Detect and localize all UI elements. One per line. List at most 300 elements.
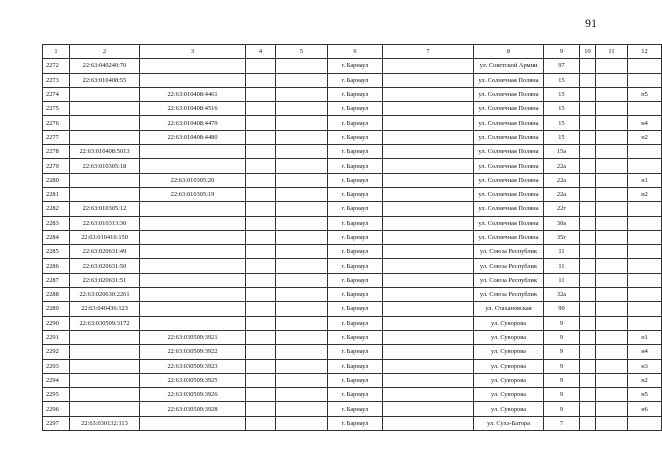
- house-number-cell: 9: [544, 330, 580, 344]
- cadastral-number-cell: [70, 402, 140, 416]
- empty-cell: [596, 116, 628, 130]
- cadastral-number-cell: 22:63:010408:55: [70, 73, 140, 87]
- city-cell: г. Барнаул: [328, 259, 383, 273]
- empty-cell: [246, 87, 276, 101]
- cadastral-number-cell: 22:63:010408:5013: [70, 145, 140, 159]
- sub-cadastral-number-cell: [140, 259, 246, 273]
- empty-cell: [246, 245, 276, 259]
- empty-cell: [383, 245, 474, 259]
- sub-cadastral-number-cell: [140, 73, 246, 87]
- empty-cell: [383, 130, 474, 144]
- house-number-cell: 90: [544, 302, 580, 316]
- street-cell: ул. Солнечная Поляна: [474, 230, 544, 244]
- city-cell: г. Барнаул: [328, 388, 383, 402]
- premises-cell: н4: [628, 345, 662, 359]
- empty-cell: [276, 302, 328, 316]
- header-row: [43, 45, 662, 59]
- row-number-cell: 2274: [43, 87, 70, 101]
- sub-cadastral-number-cell: 22:63:010408:4516: [140, 102, 246, 116]
- empty-cell: [276, 102, 328, 116]
- empty-cell: [246, 273, 276, 287]
- street-cell: ул. Суворова: [474, 330, 544, 344]
- table-row: [43, 259, 662, 273]
- table-row: [43, 116, 662, 130]
- sub-cadastral-number-cell: [140, 145, 246, 159]
- empty-cell: [596, 273, 628, 287]
- cadastral-number-cell: [70, 345, 140, 359]
- empty-cell: [276, 216, 328, 230]
- table-row: [43, 159, 662, 173]
- empty-cell: [383, 116, 474, 130]
- empty-cell: [580, 330, 596, 344]
- empty-cell: [246, 259, 276, 273]
- premises-cell: н1: [628, 173, 662, 187]
- empty-cell: [383, 416, 474, 430]
- premises-cell: н3: [628, 359, 662, 373]
- empty-cell: [580, 302, 596, 316]
- house-number-cell: 15: [544, 87, 580, 101]
- table-row: [43, 145, 662, 159]
- street-cell: ул. Солнечная Поляна: [474, 87, 544, 101]
- empty-cell: [580, 59, 596, 73]
- empty-cell: [276, 59, 328, 73]
- empty-cell: [383, 345, 474, 359]
- city-cell: г. Барнаул: [328, 159, 383, 173]
- empty-cell: [246, 130, 276, 144]
- empty-cell: [246, 288, 276, 302]
- empty-cell: [246, 402, 276, 416]
- city-cell: г. Барнаул: [328, 73, 383, 87]
- empty-cell: [596, 302, 628, 316]
- empty-cell: [580, 159, 596, 173]
- sub-cadastral-number-cell: 22:63:030509:3926: [140, 388, 246, 402]
- empty-cell: [383, 59, 474, 73]
- city-cell: г. Барнаул: [328, 273, 383, 287]
- street-cell: ул. Союза Республик: [474, 288, 544, 302]
- empty-cell: [246, 316, 276, 330]
- empty-cell: [246, 416, 276, 430]
- col-header: 1: [43, 45, 70, 59]
- col-header: 5: [276, 45, 328, 59]
- sub-cadastral-number-cell: [140, 302, 246, 316]
- cadastral-number-cell: 22:63:010305:12: [70, 202, 140, 216]
- sub-cadastral-number-cell: 22:63:010408:4480: [140, 130, 246, 144]
- house-number-cell: 15а: [544, 145, 580, 159]
- empty-cell: [596, 402, 628, 416]
- sub-cadastral-number-cell: [140, 416, 246, 430]
- sub-cadastral-number-cell: [140, 202, 246, 216]
- house-number-cell: 11: [544, 245, 580, 259]
- empty-cell: [276, 416, 328, 430]
- empty-cell: [276, 116, 328, 130]
- empty-cell: [383, 288, 474, 302]
- empty-cell: [596, 202, 628, 216]
- street-cell: ул. Суворова: [474, 345, 544, 359]
- city-cell: г. Барнаул: [328, 330, 383, 344]
- city-cell: г. Барнаул: [328, 345, 383, 359]
- empty-cell: [246, 373, 276, 387]
- row-number-cell: 2290: [43, 316, 70, 330]
- city-cell: г. Барнаул: [328, 316, 383, 330]
- empty-cell: [383, 302, 474, 316]
- street-cell: ул. Союза Республик: [474, 273, 544, 287]
- row-number-cell: 2277: [43, 130, 70, 144]
- house-number-cell: 22а: [544, 173, 580, 187]
- empty-cell: [276, 402, 328, 416]
- street-cell: ул. Суворова: [474, 388, 544, 402]
- empty-cell: [276, 87, 328, 101]
- empty-cell: [383, 159, 474, 173]
- premises-cell: [628, 288, 662, 302]
- row-number-cell: 2278: [43, 145, 70, 159]
- empty-cell: [246, 187, 276, 201]
- empty-cell: [596, 130, 628, 144]
- table-row: [43, 102, 662, 116]
- empty-cell: [596, 73, 628, 87]
- empty-cell: [383, 202, 474, 216]
- sub-cadastral-number-cell: 22:63:030509:3921: [140, 330, 246, 344]
- empty-cell: [383, 173, 474, 187]
- premises-cell: [628, 59, 662, 73]
- street-cell: ул. Солнечная Поляна: [474, 102, 544, 116]
- empty-cell: [276, 173, 328, 187]
- premises-cell: [628, 230, 662, 244]
- cadastral-number-cell: 22:63:020630:2261: [70, 288, 140, 302]
- empty-cell: [383, 216, 474, 230]
- empty-cell: [580, 216, 596, 230]
- col-header: 12: [628, 45, 662, 59]
- house-number-cell: 32а: [544, 288, 580, 302]
- row-number-cell: 2297: [43, 416, 70, 430]
- col-header: 2: [70, 45, 140, 59]
- empty-cell: [276, 345, 328, 359]
- empty-cell: [276, 388, 328, 402]
- table-row: [43, 330, 662, 344]
- row-number-cell: 2280: [43, 173, 70, 187]
- sub-cadastral-number-cell: [140, 316, 246, 330]
- empty-cell: [580, 87, 596, 101]
- street-cell: ул. Солнечная Поляна: [474, 173, 544, 187]
- cadastral-number-cell: 22:63:010313:30: [70, 216, 140, 230]
- premises-cell: [628, 202, 662, 216]
- empty-cell: [596, 145, 628, 159]
- table-row: [43, 345, 662, 359]
- premises-cell: [628, 73, 662, 87]
- empty-cell: [580, 345, 596, 359]
- city-cell: г. Барнаул: [328, 373, 383, 387]
- street-cell: ул. Солнечная Поляна: [474, 116, 544, 130]
- street-cell: ул. Союза Республик: [474, 259, 544, 273]
- sub-cadastral-number-cell: 22:63:030509:3928: [140, 402, 246, 416]
- table-row: [43, 245, 662, 259]
- table-row: [43, 59, 662, 73]
- street-cell: ул. Солнечная Поляна: [474, 202, 544, 216]
- cadastral-number-cell: 22:63:020631:49: [70, 245, 140, 259]
- street-cell: ул. Суворова: [474, 359, 544, 373]
- row-number-cell: 2292: [43, 345, 70, 359]
- empty-cell: [580, 402, 596, 416]
- empty-cell: [276, 202, 328, 216]
- street-cell: ул. Солнечная Поляна: [474, 145, 544, 159]
- empty-cell: [596, 345, 628, 359]
- table-row: [43, 402, 662, 416]
- premises-cell: н2: [628, 373, 662, 387]
- empty-cell: [383, 145, 474, 159]
- premises-cell: [628, 159, 662, 173]
- register-table: [42, 44, 662, 431]
- empty-cell: [276, 73, 328, 87]
- city-cell: г. Барнаул: [328, 245, 383, 259]
- street-cell: ул. Солнечная Поляна: [474, 216, 544, 230]
- table-body: [43, 59, 662, 431]
- street-cell: ул. Солнечная Поляна: [474, 187, 544, 201]
- empty-cell: [246, 230, 276, 244]
- cadastral-number-cell: 22:63:040436:123: [70, 302, 140, 316]
- empty-cell: [383, 102, 474, 116]
- cadastral-number-cell: [70, 359, 140, 373]
- empty-cell: [246, 145, 276, 159]
- city-cell: г. Барнаул: [328, 59, 383, 73]
- city-cell: г. Барнаул: [328, 116, 383, 130]
- house-number-cell: 11: [544, 273, 580, 287]
- sub-cadastral-number-cell: 22:63:010305:19: [140, 187, 246, 201]
- empty-cell: [580, 273, 596, 287]
- empty-cell: [580, 259, 596, 273]
- empty-cell: [276, 273, 328, 287]
- cadastral-number-cell: [70, 87, 140, 101]
- col-header: 4: [246, 45, 276, 59]
- empty-cell: [383, 330, 474, 344]
- empty-cell: [580, 316, 596, 330]
- house-number-cell: 30а: [544, 216, 580, 230]
- cadastral-number-cell: [70, 116, 140, 130]
- empty-cell: [383, 273, 474, 287]
- empty-cell: [580, 416, 596, 430]
- row-number-cell: 2281: [43, 187, 70, 201]
- row-number-cell: 2296: [43, 402, 70, 416]
- city-cell: г. Барнаул: [328, 216, 383, 230]
- house-number-cell: 22а: [544, 159, 580, 173]
- empty-cell: [596, 373, 628, 387]
- row-number-cell: 2272: [43, 59, 70, 73]
- sub-cadastral-number-cell: 22:63:010408:4479: [140, 116, 246, 130]
- premises-cell: [628, 259, 662, 273]
- page-number: 91: [585, 16, 597, 30]
- street-cell: ул. Сухэ-Батора: [474, 416, 544, 430]
- empty-cell: [596, 216, 628, 230]
- empty-cell: [246, 159, 276, 173]
- empty-cell: [383, 259, 474, 273]
- house-number-cell: 9: [544, 402, 580, 416]
- col-header: 9: [544, 45, 580, 59]
- house-number-cell: 11: [544, 259, 580, 273]
- empty-cell: [276, 330, 328, 344]
- empty-cell: [246, 73, 276, 87]
- row-number-cell: 2279: [43, 159, 70, 173]
- empty-cell: [580, 202, 596, 216]
- cadastral-number-cell: 22:63:010305:18: [70, 159, 140, 173]
- row-number-cell: 2284: [43, 230, 70, 244]
- cadastral-number-cell: [70, 130, 140, 144]
- empty-cell: [596, 388, 628, 402]
- city-cell: г. Барнаул: [328, 288, 383, 302]
- street-cell: ул. Солнечная Поляна: [474, 73, 544, 87]
- empty-cell: [246, 388, 276, 402]
- empty-cell: [246, 345, 276, 359]
- premises-cell: н5: [628, 388, 662, 402]
- table-row: [43, 216, 662, 230]
- empty-cell: [596, 59, 628, 73]
- premises-cell: [628, 245, 662, 259]
- cadastral-number-cell: [70, 187, 140, 201]
- empty-cell: [276, 130, 328, 144]
- empty-cell: [246, 116, 276, 130]
- empty-cell: [580, 130, 596, 144]
- cadastral-number-cell: 22:63:030509:3172: [70, 316, 140, 330]
- sub-cadastral-number-cell: [140, 216, 246, 230]
- empty-cell: [580, 145, 596, 159]
- table-row: [43, 316, 662, 330]
- empty-cell: [246, 59, 276, 73]
- cadastral-number-cell: 22:63:030132:113: [70, 416, 140, 430]
- empty-cell: [580, 102, 596, 116]
- empty-cell: [580, 288, 596, 302]
- empty-cell: [580, 245, 596, 259]
- table-row: [43, 288, 662, 302]
- sub-cadastral-number-cell: [140, 273, 246, 287]
- sub-cadastral-number-cell: [140, 159, 246, 173]
- empty-cell: [596, 173, 628, 187]
- empty-cell: [383, 402, 474, 416]
- empty-cell: [580, 388, 596, 402]
- street-cell: ул. Суворова: [474, 316, 544, 330]
- sub-cadastral-number-cell: 22:63:010408:4461: [140, 87, 246, 101]
- street-cell: ул. Стахановская: [474, 302, 544, 316]
- empty-cell: [596, 159, 628, 173]
- table-row: [43, 273, 662, 287]
- row-number-cell: 2287: [43, 273, 70, 287]
- house-number-cell: 9: [544, 345, 580, 359]
- city-cell: г. Барнаул: [328, 173, 383, 187]
- empty-cell: [246, 359, 276, 373]
- house-number-cell: 15: [544, 102, 580, 116]
- premises-cell: н2: [628, 130, 662, 144]
- table-row: [43, 187, 662, 201]
- empty-cell: [596, 359, 628, 373]
- row-number-cell: 2293: [43, 359, 70, 373]
- empty-cell: [383, 187, 474, 201]
- sub-cadastral-number-cell: [140, 59, 246, 73]
- empty-cell: [276, 159, 328, 173]
- house-number-cell: 35г: [544, 230, 580, 244]
- premises-cell: н2: [628, 187, 662, 201]
- empty-cell: [276, 145, 328, 159]
- sub-cadastral-number-cell: 22:63:030509:3922: [140, 345, 246, 359]
- table-row: [43, 416, 662, 430]
- empty-cell: [596, 416, 628, 430]
- premises-cell: н4: [628, 116, 662, 130]
- empty-cell: [246, 330, 276, 344]
- table-row: [43, 302, 662, 316]
- city-cell: г. Барнаул: [328, 130, 383, 144]
- cadastral-number-cell: [70, 330, 140, 344]
- house-number-cell: 22г: [544, 202, 580, 216]
- premises-cell: [628, 216, 662, 230]
- row-number-cell: 2282: [43, 202, 70, 216]
- city-cell: г. Барнаул: [328, 145, 383, 159]
- empty-cell: [276, 359, 328, 373]
- empty-cell: [276, 230, 328, 244]
- street-cell: ул. Солнечная Поляна: [474, 130, 544, 144]
- empty-cell: [580, 373, 596, 387]
- cadastral-number-cell: 22:63:010416:150: [70, 230, 140, 244]
- cadastral-number-cell: 22:63:020631:50: [70, 259, 140, 273]
- premises-cell: [628, 316, 662, 330]
- empty-cell: [580, 73, 596, 87]
- premises-cell: н6: [628, 402, 662, 416]
- sub-cadastral-number-cell: [140, 230, 246, 244]
- city-cell: г. Барнаул: [328, 302, 383, 316]
- row-number-cell: 2276: [43, 116, 70, 130]
- empty-cell: [246, 302, 276, 316]
- row-number-cell: 2289: [43, 302, 70, 316]
- empty-cell: [383, 359, 474, 373]
- col-header: 7: [383, 45, 474, 59]
- empty-cell: [276, 316, 328, 330]
- table-row: [43, 202, 662, 216]
- cadastral-number-cell: [70, 388, 140, 402]
- house-number-cell: 97: [544, 59, 580, 73]
- sub-cadastral-number-cell: [140, 288, 246, 302]
- table-row: [43, 230, 662, 244]
- house-number-cell: 15: [544, 73, 580, 87]
- premises-cell: п5: [628, 87, 662, 101]
- empty-cell: [596, 259, 628, 273]
- city-cell: г. Барнаул: [328, 87, 383, 101]
- cadastral-number-cell: 22:63:040240:70: [70, 59, 140, 73]
- empty-cell: [383, 230, 474, 244]
- empty-cell: [580, 359, 596, 373]
- empty-cell: [276, 245, 328, 259]
- city-cell: г. Барнаул: [328, 359, 383, 373]
- col-header: 3: [140, 45, 246, 59]
- premises-cell: [628, 416, 662, 430]
- city-cell: г. Барнаул: [328, 202, 383, 216]
- empty-cell: [596, 230, 628, 244]
- house-number-cell: 9: [544, 359, 580, 373]
- premises-cell: н1: [628, 330, 662, 344]
- row-number-cell: 2295: [43, 388, 70, 402]
- house-number-cell: 15: [544, 116, 580, 130]
- empty-cell: [596, 245, 628, 259]
- empty-cell: [596, 187, 628, 201]
- empty-cell: [246, 173, 276, 187]
- empty-cell: [580, 230, 596, 244]
- row-number-cell: 2288: [43, 288, 70, 302]
- empty-cell: [383, 87, 474, 101]
- table-row: [43, 373, 662, 387]
- city-cell: г. Барнаул: [328, 230, 383, 244]
- empty-cell: [580, 173, 596, 187]
- empty-cell: [276, 373, 328, 387]
- empty-cell: [246, 216, 276, 230]
- house-number-cell: 9: [544, 316, 580, 330]
- empty-cell: [383, 373, 474, 387]
- row-number-cell: 2283: [43, 216, 70, 230]
- row-number-cell: 2285: [43, 245, 70, 259]
- street-cell: ул. Суворова: [474, 373, 544, 387]
- row-number-cell: 2275: [43, 102, 70, 116]
